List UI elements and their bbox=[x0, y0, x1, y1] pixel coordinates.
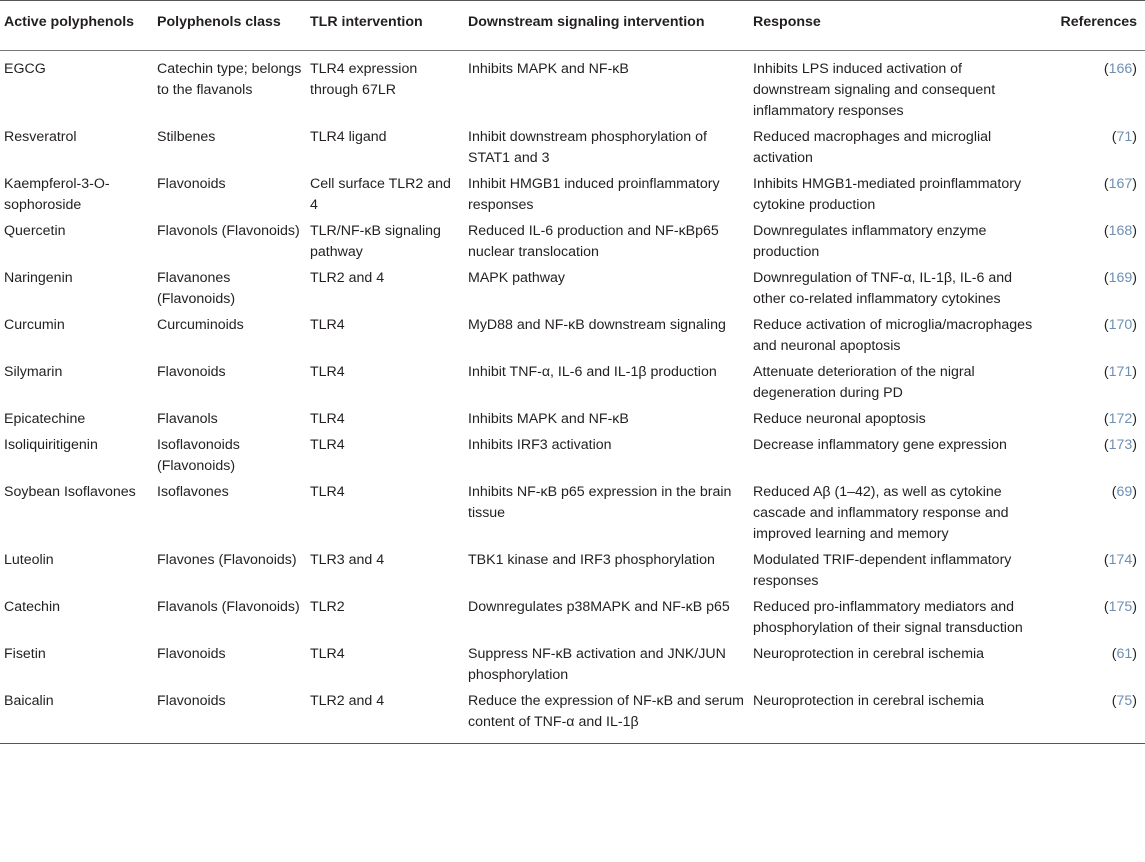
reference-link[interactable]: 172 bbox=[1108, 411, 1133, 427]
cell-response: Attenuate deterioration of the nigral degeneration during PD bbox=[753, 364, 975, 401]
cell-tlr-intervention: TLR4 ligand bbox=[310, 129, 387, 145]
cell-downstream: Downregulates p38MAPK and NF-κB p65 bbox=[468, 599, 730, 615]
reference-link[interactable]: 61 bbox=[1116, 646, 1133, 662]
cell-polyphenol: Baicalin bbox=[4, 693, 54, 709]
cell-tlr-intervention: TLR3 and 4 bbox=[310, 552, 385, 568]
cell-class: Stilbenes bbox=[157, 129, 216, 145]
cell-class: Catechin type; belongs to the flavanols bbox=[157, 61, 302, 98]
cell-tlr-intervention: TLR4 bbox=[310, 646, 345, 662]
cell-polyphenol: Isoliquiritigenin bbox=[4, 437, 98, 453]
cell-response: Modulated TRIF-dependent inflammatory responses bbox=[753, 552, 1012, 589]
cell-reference: (75) bbox=[1111, 693, 1137, 709]
table-row bbox=[0, 312, 1145, 359]
cell-response: Downregulates inflammatory enzyme production bbox=[753, 223, 987, 260]
cell-class: Flavanols (Flavonoids) bbox=[157, 599, 300, 615]
cell-response: Neuroprotection in cerebral ischemia bbox=[753, 646, 985, 662]
cell-tlr-intervention: TLR4 bbox=[310, 484, 345, 500]
reference-link[interactable]: 169 bbox=[1108, 270, 1133, 286]
cell-polyphenol: EGCG bbox=[4, 61, 46, 77]
reference-link[interactable]: 170 bbox=[1108, 317, 1133, 333]
table-row bbox=[0, 479, 1145, 547]
cell-reference: (174) bbox=[1103, 552, 1137, 568]
cell-response: Reduce neuronal apoptosis bbox=[753, 411, 926, 427]
cell-tlr-intervention: TLR4 bbox=[310, 411, 345, 427]
cell-polyphenol: Naringenin bbox=[4, 270, 73, 286]
table-row bbox=[0, 359, 1145, 406]
cell-class: Flavanones (Flavonoids) bbox=[157, 270, 236, 307]
cell-reference: (175) bbox=[1103, 599, 1137, 615]
cell-downstream: Reduced IL-6 production and NF-κBp65 nuclear translocation bbox=[468, 223, 719, 260]
cell-downstream: MyD88 and NF-κB downstream signaling bbox=[468, 317, 726, 333]
cell-reference: (168) bbox=[1103, 223, 1137, 239]
reference-link[interactable]: 168 bbox=[1108, 223, 1133, 239]
table-row bbox=[0, 641, 1145, 688]
cell-polyphenol: Kaempferol-3-O-sophoroside bbox=[4, 176, 110, 213]
cell-reference: (173) bbox=[1103, 437, 1137, 453]
cell-reference: (171) bbox=[1103, 364, 1137, 380]
table-row bbox=[0, 432, 1145, 479]
table-row bbox=[0, 51, 1145, 125]
reference-link[interactable]: 75 bbox=[1116, 693, 1133, 709]
cell-reference: (170) bbox=[1103, 317, 1137, 333]
table-row bbox=[0, 406, 1145, 432]
cell-polyphenol: Luteolin bbox=[4, 552, 54, 568]
reference-link[interactable]: 166 bbox=[1108, 61, 1133, 77]
cell-class: Flavonoids bbox=[157, 646, 226, 662]
cell-reference: (167) bbox=[1103, 176, 1137, 192]
cell-class: Flavonoids bbox=[157, 364, 226, 380]
cell-downstream: Inhibits NF-κB p65 expression in the brain tissue bbox=[468, 484, 732, 521]
table-row bbox=[0, 688, 1145, 744]
cell-polyphenol: Resveratrol bbox=[4, 129, 77, 145]
header-references: References bbox=[1060, 14, 1137, 30]
reference-link[interactable]: 175 bbox=[1108, 599, 1133, 615]
cell-response: Reduced pro-inflammatory mediators and phosphorylation of their signal transduction bbox=[753, 599, 1023, 636]
cell-reference: (71) bbox=[1111, 129, 1137, 145]
cell-downstream: Inhibit TNF-α, IL-6 and IL-1β production bbox=[468, 364, 717, 380]
reference-link[interactable]: 173 bbox=[1108, 437, 1133, 453]
cell-tlr-intervention: TLR2 bbox=[310, 599, 345, 615]
cell-reference: (169) bbox=[1103, 270, 1137, 286]
header-polyphenols-class: Polyphenols class bbox=[157, 14, 281, 30]
cell-polyphenol: Epicatechine bbox=[4, 411, 86, 427]
cell-response: Reduced Aβ (1–42), as well as cytokine cascade and inflammatory response and improved learning and memory bbox=[753, 484, 1009, 542]
reference-link[interactable]: 69 bbox=[1116, 484, 1133, 500]
cell-downstream: TBK1 kinase and IRF3 phosphorylation bbox=[468, 552, 715, 568]
table-row bbox=[0, 218, 1145, 265]
cell-class: Flavones (Flavonoids) bbox=[157, 552, 297, 568]
cell-tlr-intervention: Cell surface TLR2 and 4 bbox=[310, 176, 451, 213]
cell-polyphenol: Curcumin bbox=[4, 317, 65, 333]
cell-downstream: Inhibits MAPK and NF-κB bbox=[468, 411, 629, 427]
cell-polyphenol: Silymarin bbox=[4, 364, 63, 380]
cell-reference: (69) bbox=[1111, 484, 1137, 500]
cell-reference: (172) bbox=[1103, 411, 1137, 427]
reference-link[interactable]: 174 bbox=[1108, 552, 1133, 568]
cell-response: Neuroprotection in cerebral ischemia bbox=[753, 693, 985, 709]
cell-class: Flavonoids bbox=[157, 176, 226, 192]
cell-response: Decrease inflammatory gene expression bbox=[753, 437, 1007, 453]
cell-downstream: Inhibit downstream phosphorylation of STAT1 and 3 bbox=[468, 129, 707, 166]
header-active-polyphenols: Active polyphenols bbox=[4, 14, 135, 30]
cell-class: Curcuminoids bbox=[157, 317, 244, 333]
cell-tlr-intervention: TLR4 bbox=[310, 364, 345, 380]
table-row bbox=[0, 594, 1145, 641]
cell-tlr-intervention: TLR4 expression through 67LR bbox=[310, 61, 418, 98]
table-row bbox=[0, 547, 1145, 594]
cell-downstream: Inhibit HMGB1 induced proinflammatory responses bbox=[468, 176, 720, 213]
cell-polyphenol: Fisetin bbox=[4, 646, 46, 662]
table-header bbox=[0, 1, 1145, 51]
cell-reference: (61) bbox=[1111, 646, 1137, 662]
table-row bbox=[0, 124, 1145, 171]
cell-tlr-intervention: TLR/NF-κB signaling pathway bbox=[310, 223, 441, 260]
cell-downstream: Inhibits IRF3 activation bbox=[468, 437, 612, 453]
cell-class: Flavonols (Flavonoids) bbox=[157, 223, 300, 239]
cell-response: Downregulation of TNF-α, IL-1β, IL-6 and other co-related inflammatory cytokines bbox=[753, 270, 1012, 307]
reference-link[interactable]: 71 bbox=[1116, 129, 1133, 145]
table-row bbox=[0, 171, 1145, 218]
reference-link[interactable]: 167 bbox=[1108, 176, 1133, 192]
header-response: Response bbox=[753, 14, 821, 30]
header-tlr-intervention: TLR intervention bbox=[310, 14, 423, 30]
cell-downstream: Suppress NF-κB activation and JNK/JUN phosphorylation bbox=[468, 646, 726, 683]
cell-tlr-intervention: TLR2 and 4 bbox=[310, 270, 385, 286]
cell-downstream: Reduce the expression of NF-κB and serum content of TNF-α and IL-1β bbox=[468, 693, 744, 730]
cell-tlr-intervention: TLR4 bbox=[310, 437, 345, 453]
cell-class: Isoflavones bbox=[157, 484, 229, 500]
cell-class: Flavanols bbox=[157, 411, 218, 427]
cell-polyphenol: Catechin bbox=[4, 599, 60, 615]
cell-response: Inhibits LPS induced activation of downstream signaling and consequent inflammatory responses bbox=[753, 61, 996, 119]
table-body bbox=[0, 51, 1145, 744]
cell-downstream: MAPK pathway bbox=[468, 270, 565, 286]
cell-response: Reduce activation of microglia/macrophages and neuronal apoptosis bbox=[753, 317, 1033, 354]
cell-response: Inhibits HMGB1-mediated proinflammatory cytokine production bbox=[753, 176, 1022, 213]
cell-tlr-intervention: TLR4 bbox=[310, 317, 345, 333]
cell-reference: (166) bbox=[1103, 61, 1137, 77]
reference-link[interactable]: 171 bbox=[1108, 364, 1133, 380]
cell-polyphenol: Quercetin bbox=[4, 223, 66, 239]
header-downstream-signaling: Downstream signaling intervention bbox=[468, 14, 705, 30]
cell-response: Reduced macrophages and microglial activation bbox=[753, 129, 992, 166]
header-row bbox=[0, 1, 1145, 51]
cell-class: Isoflavonoids (Flavonoids) bbox=[157, 437, 240, 474]
cell-tlr-intervention: TLR2 and 4 bbox=[310, 693, 385, 709]
cell-downstream: Inhibits MAPK and NF-κB bbox=[468, 61, 629, 77]
cell-polyphenol: Soybean Isoflavones bbox=[4, 484, 136, 500]
table-row bbox=[0, 265, 1145, 312]
cell-class: Flavonoids bbox=[157, 693, 226, 709]
